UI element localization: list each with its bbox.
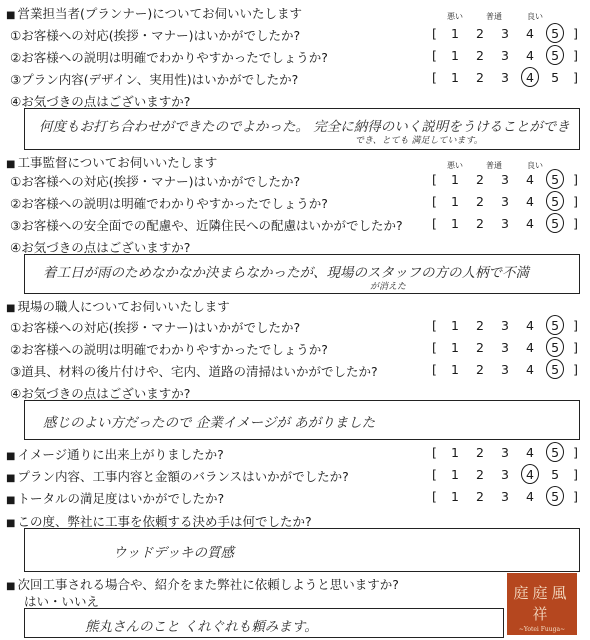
rating-option-4[interactable]: 4 (526, 340, 534, 355)
rating-option-5[interactable]: 5 (548, 172, 562, 187)
rating-option-3[interactable]: 3 (501, 70, 509, 85)
rating-bracket: [ (432, 172, 437, 187)
comment-label: ④お気づきの点はございますか? (10, 94, 191, 109)
rating-option-4[interactable]: 4 (526, 445, 534, 460)
rating-option-1[interactable]: 1 (450, 172, 459, 187)
question-price-balance: ■ プラン内容、工事内容と金額のバランスはいかがでしたか? (6, 467, 349, 485)
section-title-decision: ■ この度、弊社に工事を依頼する決め手は何でしたか? (6, 512, 312, 530)
rating-option-5[interactable]: 5 (548, 216, 562, 231)
rating-option-1[interactable]: 1 (450, 48, 459, 63)
question-text: ②お客様への説明は明確でわかりやすかったでしょうか? (10, 50, 328, 65)
rating-option-2[interactable]: 2 (475, 70, 484, 85)
rating-option-1[interactable]: 1 (450, 26, 459, 41)
comment-box (24, 108, 580, 150)
rating-bracket: ] (573, 48, 578, 63)
rating-option-4[interactable]: 4 (523, 467, 537, 482)
question-text: ①お客様への対応(挨拶・マナー)はいかがでしたか? (10, 320, 301, 335)
comment-label: ④お気づきの点はございますか? (10, 240, 191, 255)
rating-option-1[interactable]: 1 (450, 489, 459, 504)
stamp-subtext: ~Yotei Fuuga~ (518, 626, 566, 633)
handwritten-decision: ウッドデッキの質感 (113, 545, 234, 561)
rating-option-4[interactable]: 4 (526, 48, 534, 63)
section-title-next: ■ 次回工事される場合や、紹介をまた弊社に依頼しようと思いますか? (6, 575, 399, 593)
rating-bracket: ] (573, 172, 578, 187)
scale-label-bad: 悪い (447, 161, 463, 170)
scale-label-good: 良い (527, 12, 543, 21)
rating-bracket: [ (432, 26, 437, 41)
rating-bracket: [ (432, 48, 437, 63)
section-title-supervisor: ■ 工事監督についてお伺いいたします (6, 153, 217, 171)
rating-option-2[interactable]: 2 (475, 172, 484, 187)
question-text: ①お客様への対応(挨拶・マナー)はいかがでしたか? (10, 28, 301, 43)
rating-option-2[interactable]: 2 (475, 467, 484, 482)
rating-option-3[interactable]: 3 (501, 194, 509, 209)
rating-option-2[interactable]: 2 (475, 340, 484, 355)
rating-bracket: ] (573, 318, 578, 333)
handwritten-comment: 感じのよい方だったので 企業イメージが あがりました (43, 415, 376, 431)
rating-option-5[interactable]: 5 (548, 48, 562, 63)
rating-option-5[interactable]: 5 (548, 340, 562, 355)
rating-scale[interactable] (432, 467, 578, 482)
handwritten-next: 熊丸さんのこと くれぐれも頼みます。 (85, 619, 318, 635)
rating-option-3[interactable]: 3 (501, 216, 509, 231)
rating-option-3[interactable]: 3 (501, 26, 509, 41)
rating-option-2[interactable]: 2 (475, 26, 484, 41)
rating-option-3[interactable]: 3 (501, 318, 509, 333)
rating-scale[interactable] (432, 445, 578, 460)
question-text: ③プラン内容(デザイン、実用性)はいかがでしたか? (10, 72, 299, 87)
rating-scale[interactable] (432, 318, 578, 333)
comment-label: ④お気づきの点はございますか? (10, 386, 191, 401)
rating-option-2[interactable]: 2 (475, 445, 484, 460)
comment-box (24, 400, 580, 440)
rating-scale[interactable] (432, 489, 578, 504)
rating-option-3[interactable]: 3 (501, 172, 509, 187)
rating-bracket: ] (573, 340, 578, 355)
scale-label-good: 良い (527, 161, 543, 170)
rating-option-1[interactable]: 1 (450, 194, 459, 209)
decision-box (24, 528, 580, 572)
question-text: ①お客様への対応(挨拶・マナー)はいかがでしたか? (10, 174, 301, 189)
rating-bracket: [ (432, 194, 437, 209)
rating-option-4[interactable]: 4 (526, 216, 534, 231)
rating-option-4[interactable]: 4 (526, 26, 534, 41)
rating-scale[interactable] (432, 362, 578, 377)
rating-option-5[interactable]: 5 (548, 318, 562, 333)
rating-scale[interactable] (432, 172, 578, 187)
rating-scale[interactable] (432, 70, 578, 85)
handwritten-comment: 何度もお打ち合わせができたのでよかった。 完全に納得のいく説明をうけることができ (39, 119, 570, 135)
rating-option-4[interactable]: 4 (526, 362, 534, 377)
rating-option-5[interactable]: 5 (548, 26, 562, 41)
stamp-text: 庭庭風祥 (513, 584, 571, 623)
rating-option-3[interactable]: 3 (501, 362, 509, 377)
rating-option-1[interactable]: 1 (450, 216, 459, 231)
rating-bracket: ] (573, 445, 578, 460)
yes-no-options[interactable]: はい・いいえ (24, 594, 100, 609)
rating-option-5[interactable]: 5 (548, 489, 562, 504)
handwritten-comment: 着工日が雨のためなかなか決まらなかったが、現場のスタッフの方の人柄で不満 (43, 265, 529, 281)
question-text: ②お客様への説明は明確でわかりやすかったでしょうか? (10, 342, 328, 357)
rating-option-2[interactable]: 2 (475, 48, 484, 63)
rating-bracket: ] (573, 194, 578, 209)
rating-option-3[interactable]: 3 (501, 489, 509, 504)
rating-option-2[interactable]: 2 (475, 216, 484, 231)
section-title-planner: ■ 営業担当者(プランナー)についてお伺いいたします (6, 4, 302, 22)
rating-option-2[interactable]: 2 (475, 489, 484, 504)
rating-option-4[interactable]: 4 (526, 318, 534, 333)
rating-option-4[interactable]: 4 (526, 194, 534, 209)
rating-bracket: [ (432, 70, 437, 85)
rating-option-2[interactable]: 2 (475, 194, 484, 209)
rating-option-4[interactable]: 4 (523, 70, 537, 85)
rating-option-3[interactable]: 3 (501, 467, 509, 482)
rating-scale[interactable] (432, 194, 578, 209)
rating-scale[interactable] (432, 48, 578, 63)
rating-option-4[interactable]: 4 (526, 489, 534, 504)
scale-label-bad: 悪い (447, 12, 463, 21)
section-title-craftsmen: ■ 現場の職人についてお伺いいたします (6, 297, 230, 315)
handwritten-comment-extra: でき、とても 満足しています。 (355, 136, 483, 146)
rating-bracket: [ (432, 489, 437, 504)
question-text: ②お客様への説明は明確でわかりやすかったでしょうか? (10, 196, 328, 211)
rating-bracket: ] (573, 216, 578, 231)
rating-bracket: ] (573, 467, 578, 482)
next-box (24, 608, 504, 638)
rating-bracket: [ (432, 216, 437, 231)
rating-option-5[interactable]: 5 (551, 70, 560, 85)
rating-option-3[interactable]: 3 (501, 445, 509, 460)
rating-option-1[interactable]: 1 (450, 467, 459, 482)
rating-option-1[interactable]: 1 (450, 362, 459, 377)
rating-option-5[interactable]: 5 (548, 445, 562, 460)
rating-option-1[interactable]: 1 (450, 340, 459, 355)
rating-option-3[interactable]: 3 (501, 340, 509, 355)
rating-bracket: ] (573, 26, 578, 41)
rating-option-1[interactable]: 1 (450, 318, 459, 333)
rating-option-3[interactable]: 3 (501, 48, 509, 63)
question-text: ③お客様への安全面での配慮や、近隣住民への配慮はいかがでしたか? (10, 218, 403, 233)
handwritten-comment-extra: が消えた (370, 282, 407, 292)
question-image-match: ■ イメージ通りに出来上がりましたか? (6, 445, 224, 463)
rating-bracket: [ (432, 467, 437, 482)
rating-bracket: ] (573, 362, 578, 377)
rating-scale[interactable] (432, 340, 578, 355)
rating-bracket: [ (432, 362, 437, 377)
rating-bracket: [ (432, 445, 437, 460)
rating-option-5[interactable]: 5 (548, 194, 562, 209)
rating-option-1[interactable]: 1 (450, 445, 459, 460)
rating-option-1[interactable]: 1 (450, 70, 459, 85)
question-text: ③道具、材料の後片付けや、宅内、道路の清掃はいかがでしたか? (10, 364, 378, 379)
rating-option-4[interactable]: 4 (526, 172, 534, 187)
comment-box (24, 254, 580, 294)
rating-bracket: [ (432, 318, 437, 333)
rating-option-5[interactable]: 5 (548, 362, 562, 377)
rating-option-2[interactable]: 2 (475, 362, 484, 377)
rating-option-2[interactable]: 2 (475, 318, 484, 333)
rating-option-5[interactable]: 5 (551, 467, 560, 482)
rating-bracket: ] (573, 489, 578, 504)
scale-label-normal: 普通 (486, 161, 502, 170)
rating-scale[interactable] (432, 26, 578, 41)
rating-bracket: [ (432, 340, 437, 355)
question-total-satisfaction: ■ トータルの満足度はいかがでしたか? (6, 489, 224, 507)
company-logo-stamp (507, 573, 577, 635)
rating-scale[interactable] (432, 216, 578, 231)
scale-label-normal: 普通 (486, 12, 502, 21)
rating-bracket: ] (573, 70, 578, 85)
